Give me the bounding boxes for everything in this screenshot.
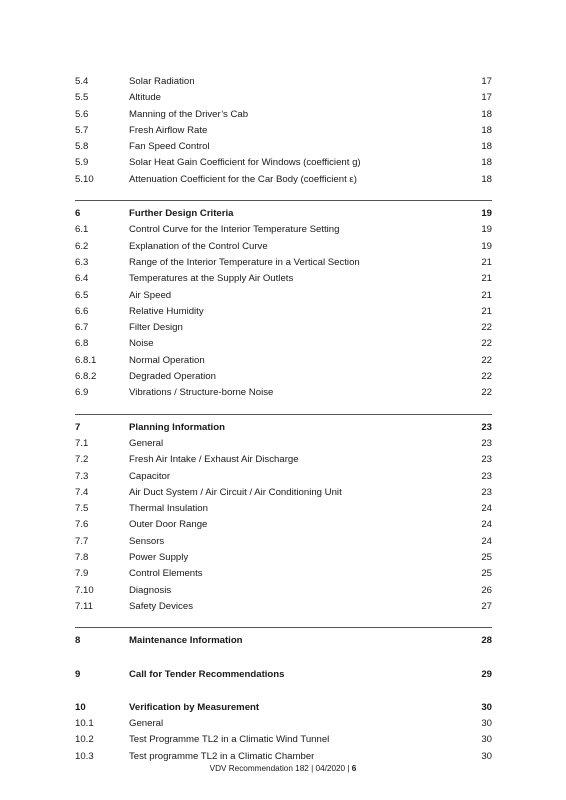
entry-number: 6.6 bbox=[75, 305, 89, 317]
entry-page: 17 bbox=[481, 92, 492, 104]
toc-entry-7-5[interactable] bbox=[75, 501, 492, 517]
entry-title: Outer Door Range bbox=[129, 519, 208, 531]
entry-title: Altitude bbox=[129, 92, 161, 104]
toc-entry-5-5[interactable] bbox=[75, 90, 492, 106]
entry-title: Temperatures at the Supply Air Outlets bbox=[129, 273, 294, 285]
entry-title: Manning of the Driver’s Cab bbox=[129, 108, 249, 120]
entry-title: Power Supply bbox=[129, 552, 189, 564]
entry-number: 7.9 bbox=[75, 568, 89, 580]
entry-page: 18 bbox=[481, 173, 492, 185]
entry-page: 22 bbox=[481, 322, 492, 334]
entry-number: 10.2 bbox=[75, 734, 94, 746]
toc-entry-6-8-2[interactable] bbox=[75, 369, 492, 385]
entry-number: 5.6 bbox=[75, 108, 89, 120]
toc-entry-10-2[interactable] bbox=[75, 732, 492, 748]
toc-heading-10[interactable] bbox=[75, 700, 492, 716]
entry-number: 7.2 bbox=[75, 454, 89, 466]
heading-page: 30 bbox=[481, 701, 492, 713]
toc-entry-7-8[interactable] bbox=[75, 550, 492, 566]
entry-number: 7.10 bbox=[75, 584, 94, 596]
entry-page: 21 bbox=[481, 256, 492, 268]
entry-page: 21 bbox=[481, 289, 492, 301]
toc-entry-6-2[interactable] bbox=[75, 239, 492, 255]
entry-page: 22 bbox=[481, 387, 492, 399]
entry-number: 7.8 bbox=[75, 552, 89, 564]
heading-number: 6 bbox=[75, 208, 81, 220]
entry-title: Filter Design bbox=[129, 322, 183, 334]
heading-number: 8 bbox=[75, 635, 81, 647]
entry-number: 6.4 bbox=[75, 273, 89, 285]
entry-number: 5.8 bbox=[75, 141, 89, 153]
entry-number: 7.11 bbox=[75, 600, 93, 612]
entry-title: Noise bbox=[129, 338, 154, 350]
entry-page: 21 bbox=[481, 305, 492, 317]
toc-entry-5-9[interactable] bbox=[75, 155, 492, 171]
entry-page: 23 bbox=[481, 470, 492, 482]
heading-page: 28 bbox=[481, 635, 492, 647]
entry-title: Test Programme TL2 in a Climatic Wind Tunnel bbox=[129, 734, 330, 746]
entry-page: 18 bbox=[481, 157, 492, 169]
entry-page: 18 bbox=[481, 141, 492, 153]
toc-entry-5-8[interactable] bbox=[75, 139, 492, 155]
entry-number: 7.4 bbox=[75, 486, 89, 498]
heading-title: Maintenance Information bbox=[129, 635, 243, 647]
toc-heading-7[interactable] bbox=[75, 420, 492, 436]
entry-title: Explanation of the Control Curve bbox=[129, 240, 268, 252]
entry-title: Control Curve for the Interior Temperature Setting bbox=[129, 224, 340, 236]
toc-entry-7-9[interactable] bbox=[75, 566, 492, 582]
entry-page: 24 bbox=[481, 535, 492, 547]
heading-title: Call for Tender Recommendations bbox=[129, 668, 285, 680]
entry-number: 6.8.2 bbox=[75, 371, 97, 383]
toc-entry-7-1[interactable] bbox=[75, 436, 492, 452]
entry-page: 24 bbox=[481, 503, 492, 515]
entry-title: Test programme TL2 in a Climatic Chamber bbox=[129, 750, 315, 762]
entry-page: 25 bbox=[481, 552, 492, 564]
heading-title: Verification by Measurement bbox=[129, 701, 260, 713]
heading-number: 9 bbox=[75, 668, 81, 680]
entry-number: 6.2 bbox=[75, 240, 89, 252]
entry-number: 6.7 bbox=[75, 322, 89, 334]
entry-page: 27 bbox=[481, 600, 492, 612]
toc-entry-10-1[interactable] bbox=[75, 716, 492, 732]
heading-page: 23 bbox=[481, 421, 492, 433]
toc-heading-9[interactable] bbox=[75, 667, 492, 683]
toc-entry-7-3[interactable] bbox=[75, 469, 492, 485]
page-footer bbox=[0, 764, 566, 773]
toc-entry-7-7[interactable] bbox=[75, 534, 492, 550]
toc-entry-5-10[interactable] bbox=[75, 172, 492, 188]
heading-number: 10 bbox=[75, 701, 86, 713]
heading-title: Planning Information bbox=[129, 421, 225, 433]
toc-entry-7-11[interactable] bbox=[75, 599, 492, 615]
entry-number: 10.1 bbox=[75, 718, 94, 730]
entry-page: 30 bbox=[481, 734, 492, 746]
heading-number: 7 bbox=[75, 421, 81, 433]
entry-title: Air Duct System / Air Circuit / Air Conditioning Unit bbox=[129, 486, 342, 498]
toc-entry-6-9[interactable] bbox=[75, 385, 492, 401]
entry-title: Thermal Insulation bbox=[129, 503, 208, 515]
entry-page: 22 bbox=[481, 354, 492, 366]
entry-page: 30 bbox=[481, 718, 492, 730]
toc-entry-7-4[interactable] bbox=[75, 485, 492, 501]
entry-title: Vibrations / Structure-borne Noise bbox=[129, 387, 274, 399]
entry-number: 6.5 bbox=[75, 289, 89, 301]
entry-number: 7.6 bbox=[75, 519, 89, 531]
entry-page: 19 bbox=[481, 224, 492, 236]
heading-page: 19 bbox=[481, 208, 492, 220]
entry-title: Fan Speed Control bbox=[129, 141, 210, 153]
entry-title: Normal Operation bbox=[129, 354, 205, 366]
entry-number: 5.7 bbox=[75, 124, 89, 136]
entry-title: Safety Devices bbox=[129, 600, 193, 612]
entry-number: 7.1 bbox=[75, 437, 89, 449]
entry-number: 7.7 bbox=[75, 535, 89, 547]
toc-entry-10-3[interactable] bbox=[75, 749, 492, 765]
toc-entry-6-4[interactable] bbox=[75, 271, 492, 287]
entry-page: 18 bbox=[481, 124, 492, 136]
entry-number: 5.10 bbox=[75, 173, 94, 185]
entry-page: 26 bbox=[481, 584, 492, 596]
toc-entry-5-6[interactable] bbox=[75, 107, 492, 123]
entry-title: Attenuation Coefficient for the Car Body (coefficient ε) bbox=[129, 173, 357, 185]
entry-number: 5.5 bbox=[75, 92, 89, 104]
entry-number: 6.8 bbox=[75, 338, 89, 350]
toc-entry-7-10[interactable] bbox=[75, 583, 492, 599]
entry-title: Diagnosis bbox=[129, 584, 172, 596]
entry-title: Control Elements bbox=[129, 568, 203, 580]
entry-page: 17 bbox=[481, 76, 492, 87]
entry-page: 23 bbox=[481, 454, 492, 466]
toc-entry-6-3[interactable] bbox=[75, 255, 492, 271]
entry-number: 6.9 bbox=[75, 387, 89, 399]
toc-heading-8[interactable] bbox=[75, 633, 492, 649]
entry-page: 23 bbox=[481, 486, 492, 498]
table-of-contents bbox=[75, 74, 492, 765]
entry-page: 19 bbox=[481, 240, 492, 252]
entry-number: 7.5 bbox=[75, 503, 89, 515]
toc-entry-6-1[interactable] bbox=[75, 222, 492, 238]
entry-title: Fresh Air Intake / Exhaust Air Discharge bbox=[129, 454, 299, 466]
entry-number: 6.8.1 bbox=[75, 354, 97, 366]
entry-title: Capacitor bbox=[129, 470, 171, 482]
entry-page: 30 bbox=[481, 750, 492, 762]
toc-entry-6-5[interactable] bbox=[75, 288, 492, 304]
toc-entry-6-8[interactable] bbox=[75, 336, 492, 352]
footer-text: VDV Recommendation 182 | 04/2020 | bbox=[209, 764, 350, 773]
entry-page: 24 bbox=[481, 519, 492, 531]
entry-number: 6.1 bbox=[75, 224, 89, 236]
entry-title: General bbox=[129, 437, 164, 449]
toc-entry-5-7[interactable] bbox=[75, 123, 492, 139]
toc-heading-6[interactable] bbox=[75, 206, 492, 222]
entry-title: Fresh Airflow Rate bbox=[129, 124, 208, 136]
entry-page: 21 bbox=[481, 273, 492, 285]
heading-page: 29 bbox=[481, 668, 492, 680]
entry-number: 5.4 bbox=[75, 76, 89, 87]
toc-entry-5-4[interactable] bbox=[75, 74, 492, 90]
entry-title: Air Speed bbox=[129, 289, 172, 301]
toc-entry-7-2[interactable] bbox=[75, 452, 492, 468]
toc-entry-6-8-1[interactable] bbox=[75, 353, 492, 369]
toc-entry-7-6[interactable] bbox=[75, 517, 492, 533]
heading-title: Further Design Criteria bbox=[129, 208, 234, 220]
entry-page: 22 bbox=[481, 371, 492, 383]
entry-title: Sensors bbox=[129, 535, 165, 547]
entry-title: Solar Radiation bbox=[129, 76, 195, 87]
entry-page: 23 bbox=[481, 437, 492, 449]
entry-number: 6.3 bbox=[75, 256, 89, 268]
footer-page-number: 6 bbox=[351, 764, 357, 773]
entry-title: Degraded Operation bbox=[129, 371, 216, 383]
entry-title: Relative Humidity bbox=[129, 305, 204, 317]
entry-title: Solar Heat Gain Coefficient for Windows (coefficient g) bbox=[129, 157, 361, 169]
entry-number: 7.3 bbox=[75, 470, 89, 482]
entry-page: 18 bbox=[481, 108, 492, 120]
entry-page: 25 bbox=[481, 568, 492, 580]
entry-title: Range of the Interior Temperature in a Vertical Section bbox=[129, 256, 360, 268]
entry-number: 5.9 bbox=[75, 157, 89, 169]
entry-number: 10.3 bbox=[75, 750, 94, 762]
entry-page: 22 bbox=[481, 338, 492, 350]
toc-entry-6-6[interactable] bbox=[75, 304, 492, 320]
entry-title: General bbox=[129, 718, 164, 730]
toc-entry-6-7[interactable] bbox=[75, 320, 492, 336]
